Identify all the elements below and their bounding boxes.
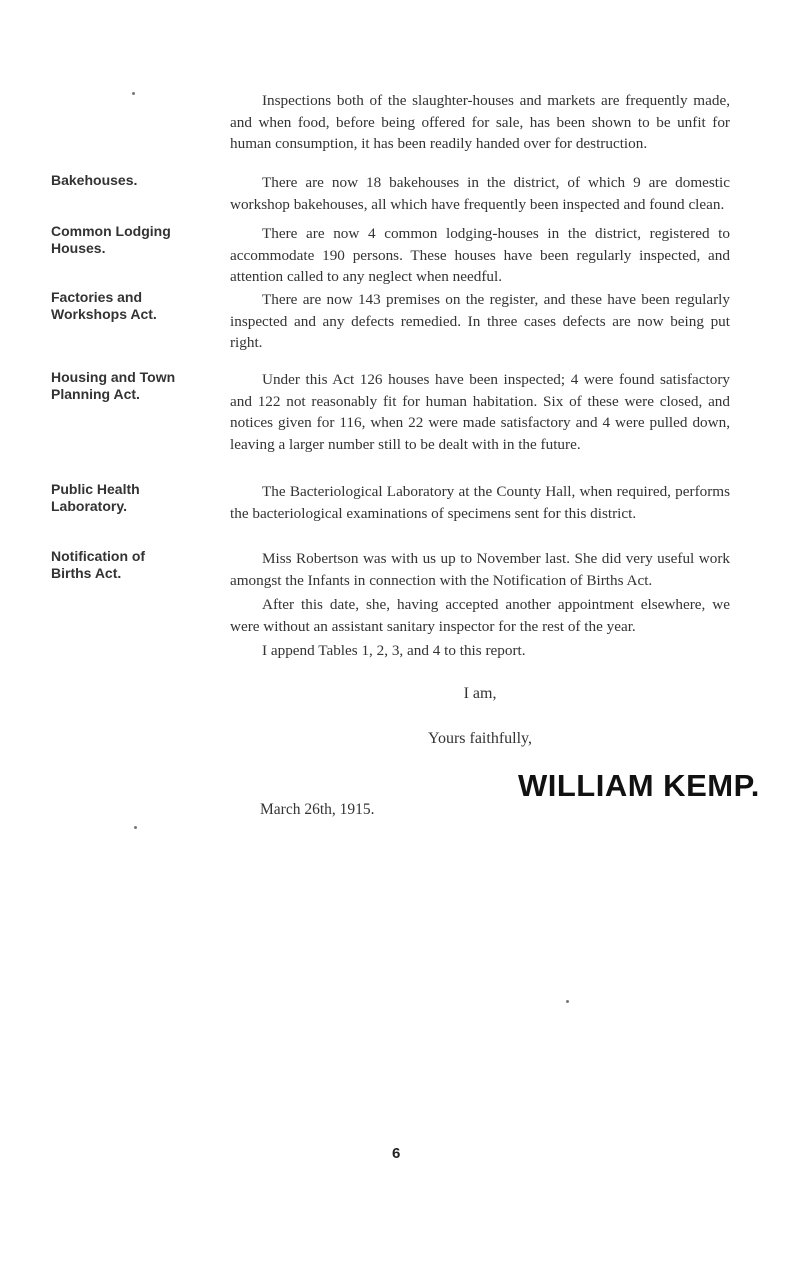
sidebar-heading-births: Notification of Births Act. (51, 548, 146, 581)
paragraph-miss-robertson: Miss Robertson was with us up to November last. She did very useful work amongst the Infants in connection with the Notification of Births Act. (230, 550, 730, 589)
paragraph-assistant-inspector: After this date, she, having accepted another appointment elsewhere, we were without an assistant sanitary inspector for the rest of the year. (230, 596, 730, 635)
sidebar-heading-factories: Factories and Workshops Act. (51, 289, 157, 322)
scan-speck (566, 1000, 569, 1003)
letter-date: March 26th, 1915. (260, 801, 375, 818)
paragraph-bakehouses: There are now 18 bakehouses in the district, of which 9 are domestic workshop bakehouses, all which have frequently been inspected and found clean. (230, 174, 730, 213)
scan-speck (132, 92, 135, 95)
sidebar-heading-laboratory: Public Health Laboratory. (51, 481, 140, 514)
paragraph-housing: Under this Act 126 houses have been inspected; 4 were found satisfactory and 122 not reasonably fit for human habitation. Six of these were closed, and notices given for 116, when 22 were made satisfactory and 4 were pulled down, leaving a larger number still to be dealt with in the future. (230, 371, 730, 453)
paragraph-append-tables: I append Tables 1, 2, 3, and 4 to this report. (262, 642, 526, 659)
closing-i-am: I am, (463, 685, 497, 702)
closing-yours-faithfully: Yours faithfully, (427, 730, 532, 747)
paragraph-slaughter-houses: Inspections both of the slaughter-houses and markets are frequently made, and when food, before being offered for sale, has been shown to be unfit for human consumption, it has been readily handed over for destruction. (230, 92, 730, 152)
paragraph-factories: There are now 143 premises on the register, and these have been regularly inspected and any defects remedied. In three cases defects are now being put right. (230, 291, 730, 351)
signature: WILLIAM KEMP. (518, 768, 760, 803)
paragraph-laboratory: The Bacteriological Laboratory at the County Hall, when required, performs the bacteriological examinations of specimens sent for this district. (230, 483, 730, 522)
paragraph-lodging-houses: There are now 4 common lodging-houses in the district, registered to accommodate 190 persons. These houses have been regularly inspected, and attention called to any neglect when needful. (230, 225, 730, 285)
sidebar-heading-lodging: Common Lodging Houses. (51, 223, 171, 256)
page-number: 6 (392, 1145, 401, 1162)
sidebar-heading-bakehouses: Bakehouses. (51, 172, 138, 188)
scan-speck (134, 826, 137, 829)
sidebar-heading-housing: Housing and Town Planning Act. (51, 369, 176, 402)
